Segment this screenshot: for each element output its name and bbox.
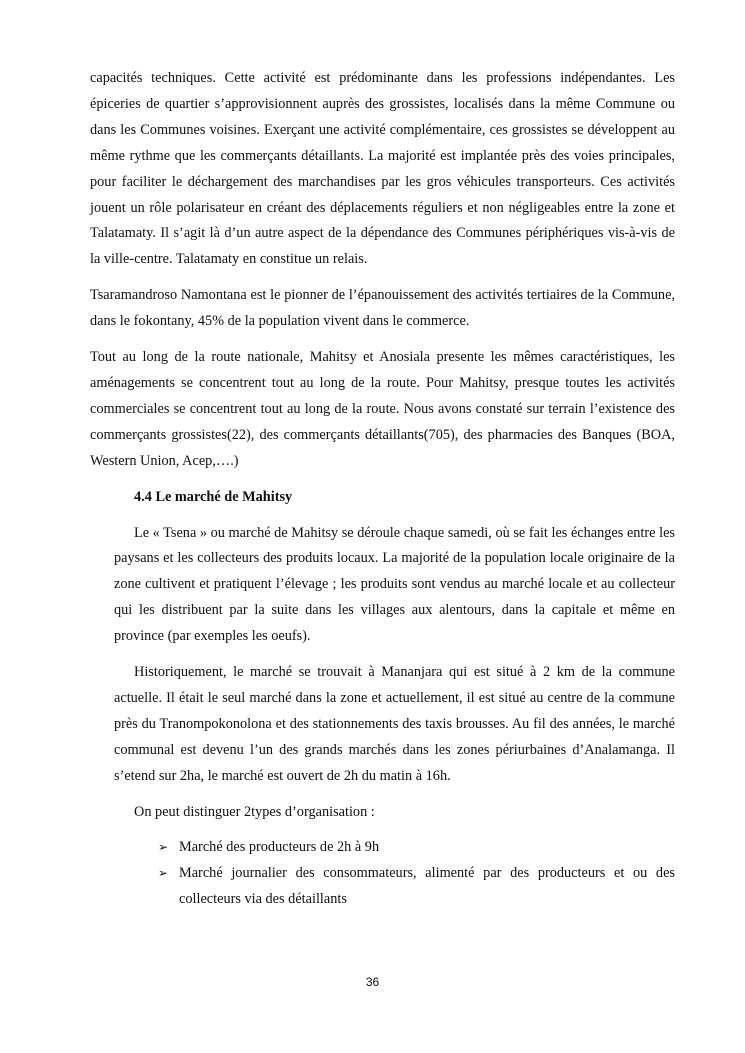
list-item xyxy=(158,861,675,913)
page-number: 36 xyxy=(365,975,380,989)
arrow-bullet-icon: ➢ xyxy=(158,866,169,881)
list-item-text: Marché journalier des consommateurs, alimenté par des producteurs et ou des collecteurs via des détaillants xyxy=(179,865,675,908)
paragraph-grossistes: capacités techniques. Cette activité est prédominante dans les professions indépendantes. Les épiceries de quartier s’approvisionnent auprès des grossistes, localisés dans la même Commune ou dans les Communes voisines. Exerçant une activité complémentaire, ces grossistes se développent au même rythme que les commerçants détaillants. La majorité est implantée près des voies principales, pour faciliter le déchargement des marchandises par les gros véhicules transporteurs. Ces activités jouent un rôle polarisateur en créant des déplacements réguliers et non négligeables entre la zone et Talatamaty. Il s’agit là d’un autre aspect de la dépendance des Communes périphériques vis-à-vis de la ville-centre. Talatamaty en constitue un relais. xyxy=(90,70,675,268)
organisation-list xyxy=(90,835,675,913)
paragraph-route-nationale: Tout au long de la route nationale, Mahitsy et Anosiala presente les mêmes caractéristiques, les aménagements se concentrent tout au long de la route. Pour Mahitsy, presque toutes les activités commerciales se concentrent tout au long de la route. Nous avons constaté sur terrain l’existence des commerçants grossistes(22), des commerçants détaillants(705), des pharmacies des Banques (BOA, Western Union, Acep,….) xyxy=(90,349,675,469)
paragraph-organisation: On peut distinguer 2types d’organisation : xyxy=(134,803,375,820)
paragraph-historique: Historiquement, le marché se trouvait à Mananjara qui est situé à 2 km de la commune actuelle. Il était le seul marché dans la zone et actuellement, il est situé au centre de la commune près du Tranompokonolona et des stationnements des taxis brousses. Au fil des années, le marché communal est devenu l’un des grands marchés dans les zones périurbaines d’Analamanga. Il s’etend sur 2ha, le marché est ouvert de 2h du matin à 16h. xyxy=(114,664,675,784)
paragraph-tsena: Le « Tsena » ou marché de Mahitsy se déroule chaque samedi, où se fait les échanges entre les paysans et les collecteurs des produits locaux. La majorité de la population locale originaire de la zone cultivent et pratiquent l’élevage ; les produits sont vendus au marché locale et au collecteur qui les distribuent par la suite dans les villages aux alentours, dans la capitale et même en province (par exemples les oeufs). xyxy=(114,524,675,645)
list-item xyxy=(158,835,675,861)
arrow-bullet-icon: ➢ xyxy=(158,840,169,855)
document-page xyxy=(90,66,675,913)
section-body xyxy=(114,521,675,826)
paragraph-tsaramandroso: Tsaramandroso Namontana est le pionner de l’épanouissement des activités tertiaires de la Commune, dans le fokontany, 45% de la population vivent dans le commerce. xyxy=(90,287,675,330)
list-item-text: Marché des producteurs de 2h à 9h xyxy=(179,839,380,856)
section-heading: 4.4 Le marché de Mahitsy xyxy=(134,488,293,505)
